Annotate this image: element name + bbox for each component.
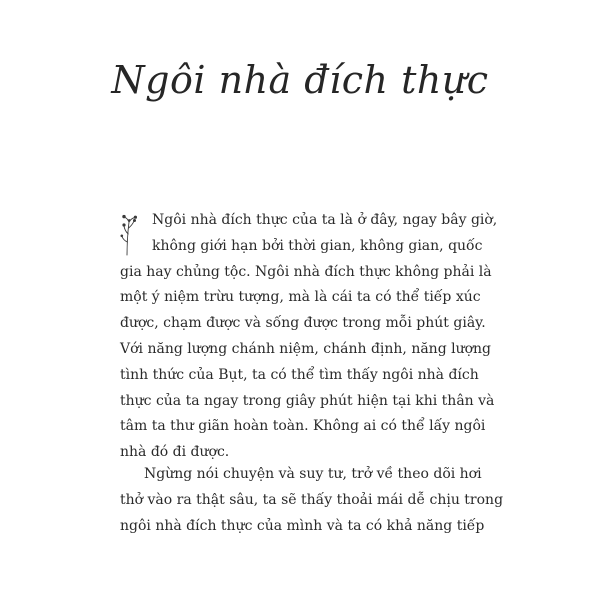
text-line: ngôi nhà đích thực của mình và ta có khả năng tiếp (120, 517, 485, 534)
text-line: được, chạm được và sống được trong mỗi phút giây. (120, 315, 486, 332)
text-line: Với năng lượng chánh niệm, chánh định, năng lượng (120, 340, 492, 357)
text-line: thở vào ra thật sâu, ta sẽ thấy thoải mái dễ chịu trong (120, 491, 504, 508)
text-line: Ngừng nói chuyện và suy tư, trở về theo dõi hơi (144, 466, 482, 482)
paragraph-2 (120, 462, 504, 539)
paragraph-1 (120, 208, 498, 466)
text-line: Ngôi nhà đích thực của ta là ở đây, ngay bây giờ, (152, 212, 498, 228)
text-line: nhà đó đi được. (120, 444, 230, 461)
text-line: thực của ta ngay trong giây phút hiện tại khi thân và (120, 392, 495, 409)
text-line: tâm ta thư giãn hoàn toàn. Không ai có thể lấy ngôi (120, 418, 486, 435)
text-line: tình thức của Bụt, ta có thể tìm thấy ngôi nhà đích (120, 366, 479, 383)
text-line: không giới hạn bởi thời gian, không gian, quốc (152, 237, 483, 254)
text-line: một ý niệm trừu tượng, mà là cái ta có thể tiếp xúc (120, 289, 481, 306)
text-line: gia hay chủng tộc. Ngôi nhà đích thực không phải là (120, 263, 492, 280)
chapter-title: Ngôi nhà đích thực (111, 58, 489, 102)
